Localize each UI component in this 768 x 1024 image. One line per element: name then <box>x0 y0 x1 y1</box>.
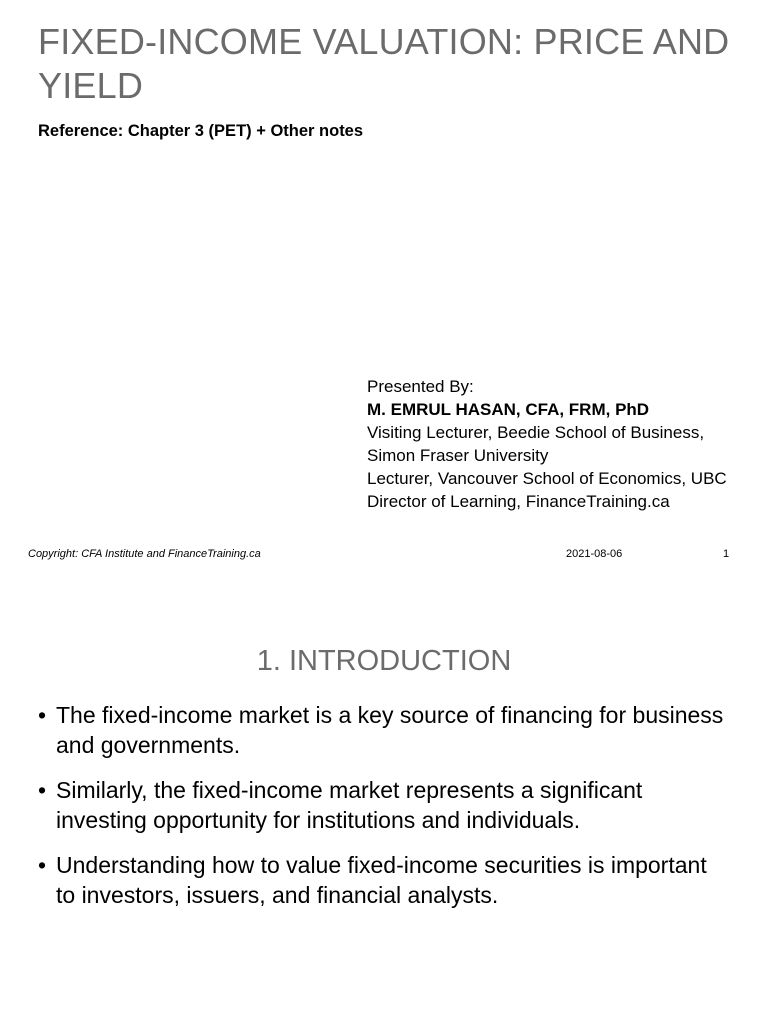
bullet-item <box>38 700 728 760</box>
presenter-block <box>367 375 747 513</box>
bullet-text: Similarly, the fixed-income market represents a significant investing opportunity for institutions and individuals. <box>56 777 643 833</box>
presenter-label: Presented By: <box>367 377 474 396</box>
footer-page-number: 1 <box>723 548 730 560</box>
bullet-dot-icon: • <box>38 777 47 803</box>
bullet-dot-icon: • <box>38 852 47 878</box>
bullet-dot-icon: • <box>38 702 47 728</box>
presenter-role-beedie: Visiting Lecturer, Beedie School of Business, Simon Fraser University <box>367 423 705 465</box>
bullet-list <box>38 700 728 925</box>
reference-note: Reference: Chapter 3 (PET) + Other notes <box>38 122 364 140</box>
presenter-role-vse: Lecturer, Vancouver School of Economics, UBC <box>367 469 727 488</box>
bullet-text: The fixed-income market is a key source of financing for business and governments. <box>56 702 724 758</box>
bullet-text: Understanding how to value fixed-income securities is important to investors, issuers, and financial analysts. <box>56 852 707 908</box>
presenter-role-financetraining: Director of Learning, FinanceTraining.ca <box>367 492 670 511</box>
presenter-name: M. EMRUL HASAN, CFA, FRM, PhD <box>367 400 650 419</box>
footer-copyright: Copyright: CFA Institute and FinanceTraining.ca <box>28 548 261 560</box>
section-title: 1. INTRODUCTION <box>256 645 512 677</box>
slide-title: FIXED-INCOME VALUATION: PRICE AND YIELD <box>38 21 730 106</box>
footer-date: 2021-08-06 <box>566 548 623 560</box>
bullet-item <box>38 775 728 835</box>
slide-2 <box>0 576 768 1024</box>
bullet-item <box>38 850 728 910</box>
